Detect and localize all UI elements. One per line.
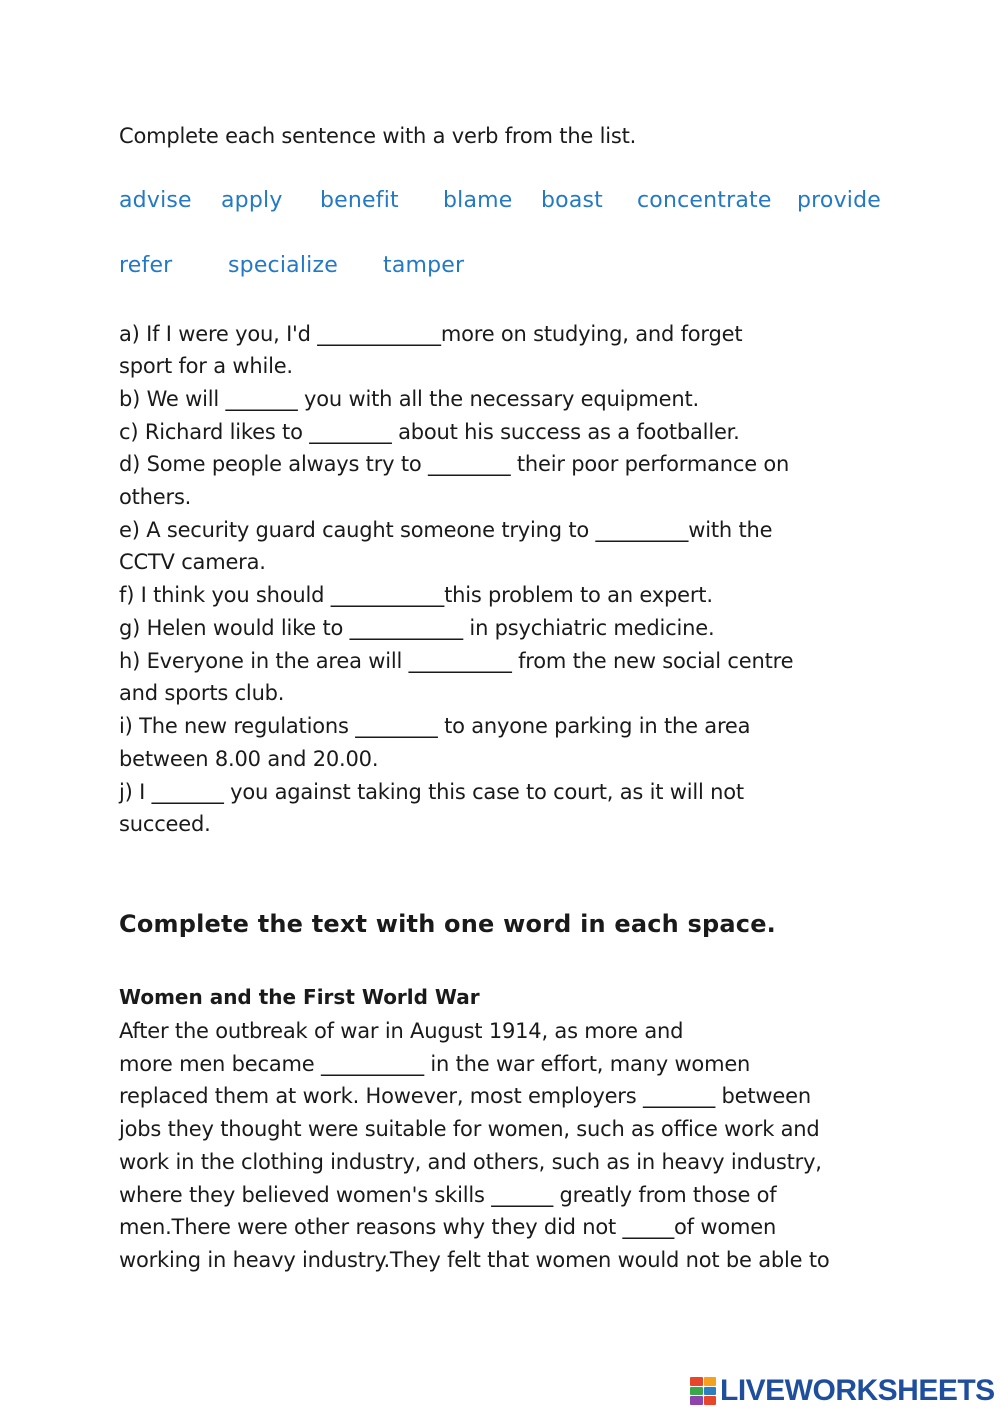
sentence-line: others. bbox=[119, 485, 192, 509]
word-bank-item: specialize bbox=[228, 253, 338, 278]
exercise-instruction: Complete each sentence with a verb from the list. bbox=[119, 124, 637, 148]
passage-line: jobs they thought were suitable for women, such as office work and bbox=[119, 1117, 820, 1141]
word-bank-item: benefit bbox=[320, 188, 399, 213]
sentence-line: sport for a while. bbox=[119, 354, 293, 378]
liveworksheets-logo[interactable] bbox=[690, 1373, 995, 1409]
sentence-line: h) Everyone in the area will __________ from the new social centre bbox=[119, 649, 794, 673]
word-bank-item: boast bbox=[541, 188, 603, 213]
word-bank-item: apply bbox=[221, 188, 283, 213]
sentence-line: f) I think you should ___________this problem to an expert. bbox=[119, 583, 713, 607]
sentence-line: a) If I were you, I'd ____________more on studying, and forget bbox=[119, 322, 743, 346]
sentence-line: g) Helen would like to ___________ in psychiatric medicine. bbox=[119, 616, 715, 640]
passage-line: where they believed women's skills ______ greatly from those of bbox=[119, 1183, 777, 1207]
word-bank-item: refer bbox=[119, 253, 173, 278]
sentence-line: CCTV camera. bbox=[119, 550, 266, 574]
sentence-line: d) Some people always try to ________ their poor performance on bbox=[119, 452, 790, 476]
sentence-line: succeed. bbox=[119, 812, 211, 836]
sentence-line: between 8.00 and 20.00. bbox=[119, 747, 379, 771]
passage-line: working in heavy industry.They felt that women would not be able to bbox=[119, 1248, 830, 1272]
passage-line: After the outbreak of war in August 1914, as more and bbox=[119, 1019, 684, 1043]
logo-text: LIVEWORKSHEETS bbox=[720, 1374, 995, 1407]
section-heading: Complete the text with one word in each space. bbox=[119, 910, 776, 938]
sentence-line: and sports club. bbox=[119, 681, 285, 705]
word-bank-item: advise bbox=[119, 188, 192, 213]
word-bank-item: provide bbox=[797, 188, 882, 213]
sentence-line: i) The new regulations ________ to anyone parking in the area bbox=[119, 714, 751, 738]
sentence-line: b) We will _______ you with all the necessary equipment. bbox=[119, 387, 699, 411]
passage-line: work in the clothing industry, and others, such as in heavy industry, bbox=[119, 1150, 822, 1174]
text-title: Women and the First World War bbox=[119, 985, 480, 1009]
passage-line: replaced them at work. However, most employers _______ between bbox=[119, 1084, 811, 1108]
logo-badge-icon bbox=[690, 1377, 716, 1405]
word-bank-item: blame bbox=[443, 188, 513, 213]
passage-line: men.There were other reasons why they did not _____of women bbox=[119, 1215, 777, 1239]
sentence-line: j) I _______ you against taking this case to court, as it will not bbox=[119, 780, 744, 804]
word-bank-item: tamper bbox=[383, 253, 465, 278]
word-bank-item: concentrate bbox=[637, 188, 772, 213]
sentence-line: c) Richard likes to ________ about his success as a footballer. bbox=[119, 420, 740, 444]
sentence-line: e) A security guard caught someone trying to _________with the bbox=[119, 518, 773, 542]
passage-line: more men became __________ in the war effort, many women bbox=[119, 1052, 751, 1076]
